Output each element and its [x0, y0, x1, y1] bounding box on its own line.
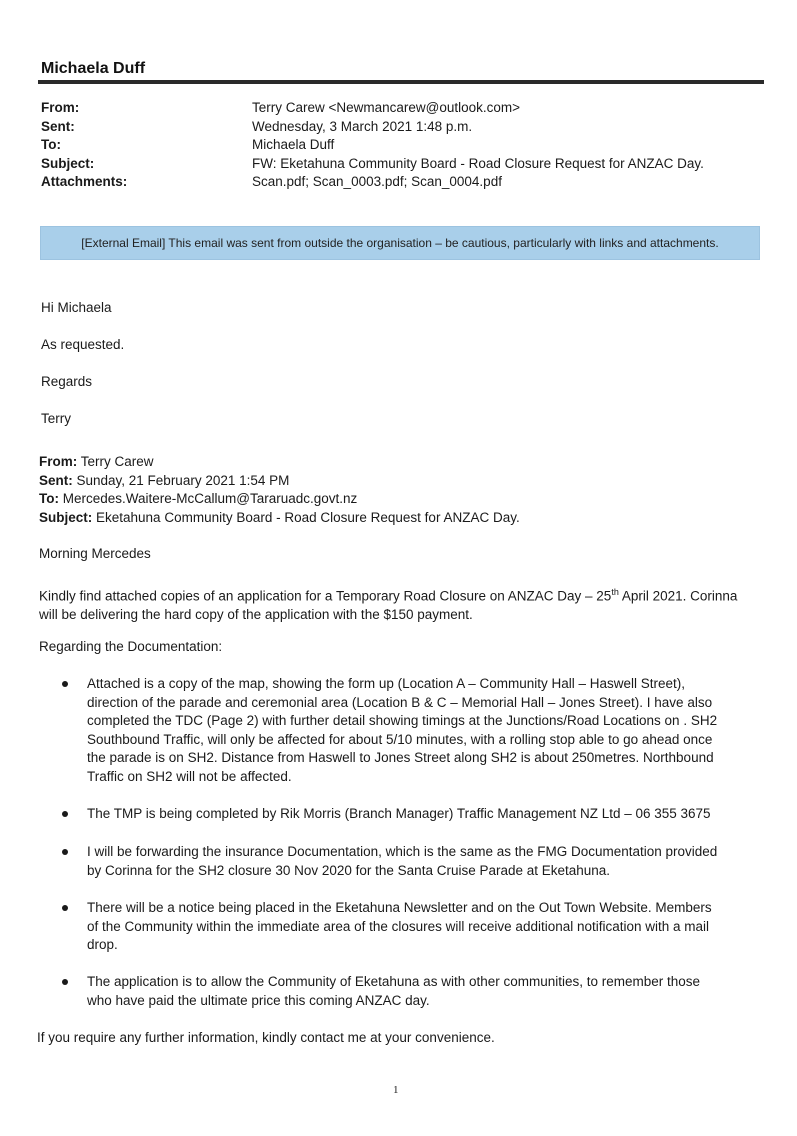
header-sent-row — [41, 118, 704, 137]
reply-greeting: Hi Michaela — [41, 300, 112, 315]
external-email-banner-text: [External Email] This email was sent from outside the organisation – be cautious, particularly with links and attachments. — [81, 236, 719, 250]
email-header — [41, 99, 704, 192]
header-from-label: From: — [41, 100, 80, 115]
fwd-closing: If you require any further information, kindly contact me at your convenience. — [37, 1030, 495, 1045]
header-subject-label: Subject: — [41, 155, 95, 171]
bullet-line: drop. — [87, 937, 118, 952]
bullet-line: The application is to allow the Community of Eketahuna as with other communities, to remember those — [87, 974, 701, 989]
bullet-line: direction of the parade and ceremonial area (Location B & C – Memorial Hall – Jones Street). I have also — [87, 694, 713, 710]
header-from-value: Terry Carew <Newmancarew@outlook.com> — [252, 100, 521, 115]
fwd-from-value: Terry Carew — [77, 454, 154, 469]
fwd-sent-value: Sunday, 21 February 2021 1:54 PM — [72, 472, 290, 488]
forwarded-header — [39, 453, 520, 527]
fwd-paragraph-sup: th — [611, 587, 619, 597]
external-email-banner — [40, 226, 760, 260]
fwd-paragraph-line2: will be delivering the hard copy of the application with the $150 payment. — [39, 607, 473, 622]
bullet-line: of the Community within the immediate area of the closures will receive additional notification with a mail — [87, 918, 710, 934]
bullet-line: Traffic on SH2 will not be affected. — [87, 768, 292, 784]
regarding-heading: Regarding the Documentation: — [39, 639, 223, 654]
bullet-line: by Corinna for the SH2 closure 30 Nov 2020 for the Santa Cruise Parade at Eketahuna. — [87, 862, 611, 878]
fwd-paragraph — [39, 583, 769, 625]
bullet-line: The TMP is being completed by Rik Morris (Branch Manager) Traffic Management NZ Ltd – 06 355 3675 — [87, 806, 711, 821]
reply-signature: Terry — [41, 411, 71, 426]
header-attachments-row — [41, 173, 704, 192]
header-attachments-value: Scan.pdf; Scan_0003.pdf; Scan_0004.pdf — [252, 174, 502, 189]
header-sent-label: Sent: — [41, 118, 75, 134]
bullet-line: I will be forwarding the insurance Documentation, which is the same as the FMG Documentation provided — [87, 844, 718, 859]
fwd-paragraph-text-a: Kindly find attached copies of an application for a Temporary Road Closure on ANZAC Day – 25 — [39, 588, 612, 604]
header-from-row — [41, 99, 704, 118]
fwd-subject-value: Eketahuna Community Board - Road Closure Request for ANZAC Day. — [92, 509, 520, 525]
bullet-line: Southbound Traffic, will only be affected for about 5/10 minutes, with a rolling stop able to go ahead once — [87, 731, 713, 747]
reply-closing: Regards — [41, 374, 93, 389]
bullet-line: Attached is a copy of the map, showing the form up (Location A – Community Hall – Haswell Street), — [87, 676, 686, 691]
fwd-subject-label: Subject: — [39, 509, 93, 525]
reply-line: As requested. — [41, 337, 125, 352]
fwd-to-line — [39, 490, 520, 509]
header-to-value: Michaela Duff — [252, 137, 335, 152]
bullet-line: who have paid the ultimate price this coming ANZAC day. — [87, 992, 430, 1008]
fwd-from-label: From: — [39, 454, 78, 469]
sender-name: Michaela Duff — [41, 60, 146, 77]
fwd-sent-line — [39, 472, 520, 491]
page-number: 1 — [393, 1084, 399, 1096]
fwd-subject-line — [39, 509, 520, 528]
header-subject-row — [41, 155, 704, 174]
title-divider — [38, 80, 764, 84]
fwd-paragraph-text-b: April 2021. Corinna — [618, 588, 738, 604]
header-to-label: To: — [41, 137, 61, 152]
fwd-to-value[interactable]: Mercedes.Waitere-McCallum@Tararuadc.govt.nz — [59, 491, 358, 506]
bullet-line: the parade is on SH2. Distance from Haswell to Jones Street along SH2 is about 250metres. Northbound — [87, 750, 714, 765]
fwd-from-line — [39, 453, 520, 472]
header-attachments-label: Attachments: — [41, 174, 128, 189]
bullet-line: There will be a notice being placed in the Eketahuna Newsletter and on the Out Town Website. Members — [87, 900, 712, 915]
fwd-greeting: Morning Mercedes — [39, 546, 151, 561]
header-to-row — [41, 136, 704, 155]
header-subject-value: FW: Eketahuna Community Board - Road Closure Request for ANZAC Day. — [252, 155, 704, 171]
fwd-to-label: To: — [39, 491, 59, 506]
fwd-sent-label: Sent: — [39, 472, 73, 488]
bullet-line: completed the TDC (Page 2) with further detail showing timings at the Junctions/Road Locations on . SH2 — [87, 713, 718, 728]
header-sent-value: Wednesday, 3 March 2021 1:48 p.m. — [252, 118, 473, 134]
